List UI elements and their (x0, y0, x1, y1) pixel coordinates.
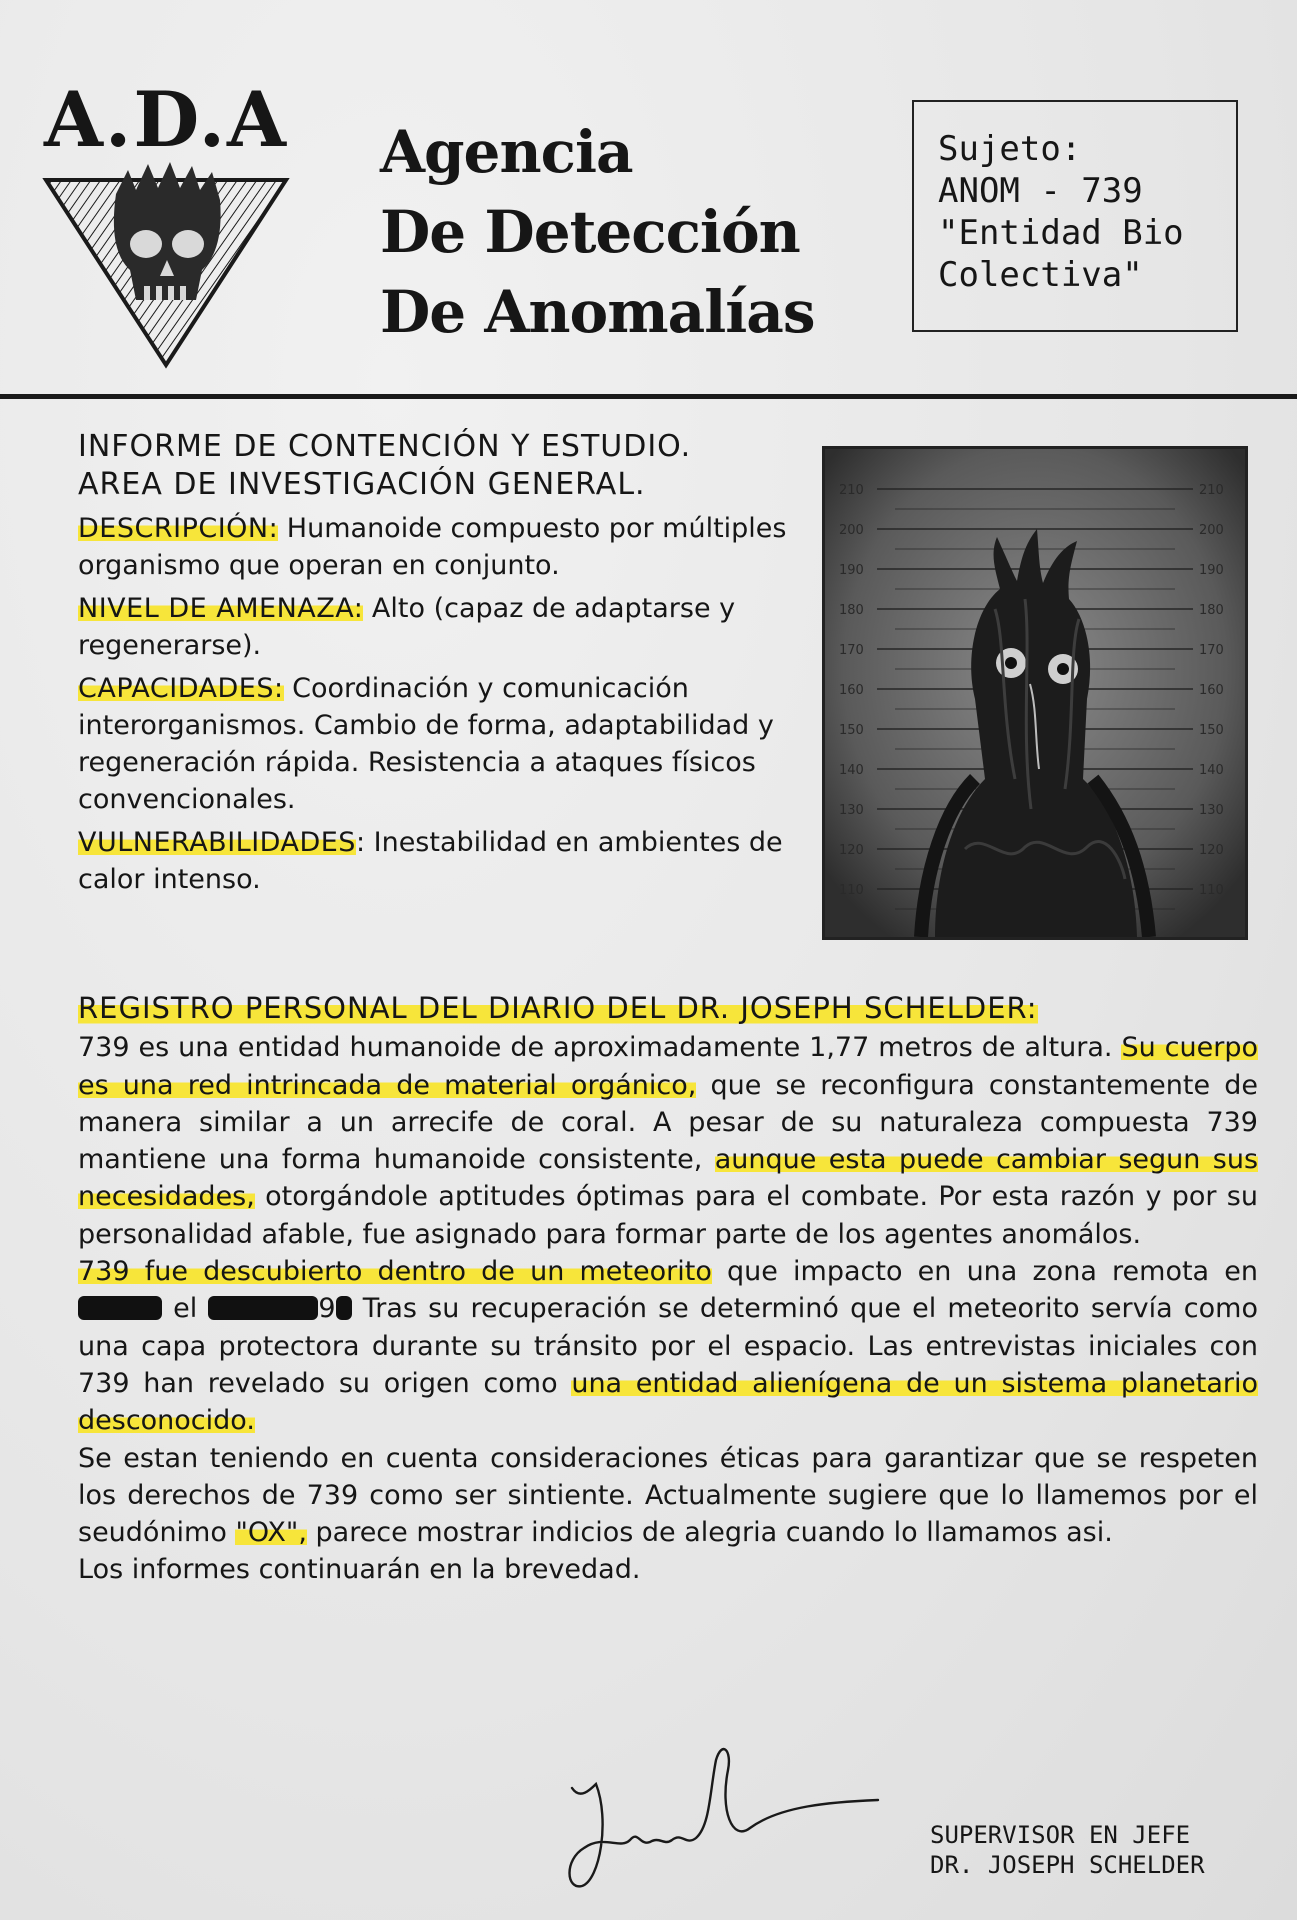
journal-highlight: "OX", (235, 1517, 307, 1549)
height-scale-label: 140 (1199, 763, 1224, 778)
supervisor-line: SUPERVISOR EN JEFE (930, 1821, 1191, 1849)
journal-paragraph (78, 1440, 1258, 1552)
redacted-date-end (336, 1296, 352, 1320)
journal-paragraph (78, 1253, 1258, 1439)
journal-highlight: aunque esta puede cambiar segun sus necesidades, (78, 1144, 1259, 1213)
supervisor-line: DR. JOSEPH SCHELDER (930, 1851, 1205, 1879)
subject-line: ANOM - 739 (938, 171, 1143, 211)
report-header-line: AREA DE INVESTIGACIÓN GENERAL. (78, 467, 646, 502)
journal-heading: REGISTRO PERSONAL DEL DIARIO DEL DR. JOSEPH SCHELDER: (78, 990, 1038, 1027)
field-text: Humanoide compuesto por múltiples organismo que operan en conjunto. (78, 513, 787, 581)
height-scale-label: 160 (839, 683, 864, 698)
height-scale-label: 180 (839, 603, 864, 618)
field-label: VULNERABILIDADES (78, 827, 356, 858)
journal-paragraph: Los informes continuarán en la brevedad. (78, 1554, 641, 1586)
height-scale-label: 140 (839, 763, 864, 778)
journal-text: que se reconfigura constantemente de manera similar a un arrecife de coral. A pesar de su naturaleza compuesta 739 mantiene una forma humanoide consistente, (78, 1069, 1258, 1176)
height-scale-label: 150 (839, 723, 864, 738)
handwritten-signature-icon (560, 1730, 890, 1900)
field-label: NIVEL DE AMENAZA: (78, 593, 364, 624)
height-scale-label: 200 (839, 523, 864, 538)
mugshot-photo (822, 446, 1248, 940)
height-scale-label: 190 (1199, 563, 1224, 578)
height-scale-label: 110 (839, 883, 864, 898)
height-scale-label: 190 (839, 563, 864, 578)
field-text: : Inestabilidad en ambientes de calor intenso. (78, 827, 783, 895)
subject-line: Colectiva" (938, 255, 1143, 295)
agency-title-line: De Anomalías (380, 278, 815, 346)
containment-report (78, 428, 798, 898)
subject-line: Sujeto: (938, 129, 1082, 169)
journal-text: Se estan teniendo en cuenta consideraciones éticas para garantizar que se respeten los derechos de 739 como ser sintiente. Actualmente sugiere que lo llamemos por el seudónimo (78, 1442, 1258, 1549)
journal-text: que impacto en una zona remota en (711, 1256, 1259, 1288)
skull-triangle-icon (36, 160, 296, 370)
agency-title-line: De Detección (380, 198, 800, 266)
height-scale-label: 130 (839, 803, 864, 818)
field-text: Coordinación y comunicación interorganismos. Cambio de forma, adaptabilidad y regeneración rápida. Resistencia a ataques físicos convencionales. (78, 673, 774, 815)
height-scale-label: 200 (1199, 523, 1224, 538)
agency-title-line: Agencia (380, 118, 633, 186)
field-capabilities (78, 670, 798, 818)
ada-logo (36, 75, 296, 378)
journal-text: 739 es una entidad humanoide de aproximadamente 1,77 metros de altura. (78, 1032, 1122, 1064)
header-divider (0, 394, 1297, 399)
height-scale-label: 120 (1199, 843, 1224, 858)
journal-paragraph (78, 1029, 1258, 1253)
logo-letters: A.D.A (43, 75, 289, 164)
journal-entry (78, 990, 1258, 1589)
height-scale-label: 210 (1199, 483, 1224, 498)
subject-box (912, 100, 1238, 332)
journal-text: el (162, 1293, 209, 1325)
journal-highlight: 739 fue descubierto dentro de un meteorito (78, 1256, 712, 1288)
height-scale-label: 170 (839, 643, 864, 658)
report-header-line: INFORME DE CONTENCIÓN Y ESTUDIO. (78, 429, 692, 464)
journal-text: otorgándole aptitudes óptimas para el combate. Por esta razón y por su personalidad afable, fue asignado para formar parte de los agentes anomálos. (78, 1181, 1258, 1250)
supervisor-block (930, 1820, 1205, 1880)
journal-highlight: Su cuerpo es una red intrincada de material orgánico, (78, 1032, 1258, 1101)
height-scale-label: 170 (1199, 643, 1224, 658)
field-text: Alto (capaz de adaptarse y regenerarse). (78, 593, 736, 661)
field-description (78, 510, 798, 584)
height-scale-label: 110 (1199, 883, 1224, 898)
agency-title (380, 112, 815, 352)
field-label: CAPACIDADES: (78, 673, 284, 704)
field-vulnerabilities (78, 824, 798, 898)
height-scale-label: 160 (1199, 683, 1224, 698)
redacted-date (208, 1296, 318, 1320)
journal-text: parece mostrar indicios de alegria cuando lo llamamos asi. (306, 1517, 1113, 1549)
date-fragment: 9 (318, 1293, 336, 1325)
journal-text: Tras su recuperación se determinó que el meteorito servía como una capa protectora durante su tránsito por el espacio. Las entrevistas iniciales con 739 han revelado su origen como (78, 1293, 1258, 1399)
height-scale-label: 210 (839, 483, 864, 498)
mugshot-illustration (825, 449, 1245, 937)
redacted-location (78, 1296, 162, 1320)
height-scale-label: 150 (1199, 723, 1224, 738)
height-scale-label: 130 (1199, 803, 1224, 818)
field-label: DESCRIPCIÓN: (78, 513, 279, 544)
journal-highlight: una entidad alienígena de un sistema planetario desconocido. (78, 1367, 1258, 1437)
field-threat-level (78, 590, 798, 664)
subject-line: "Entidad Bio (938, 213, 1184, 253)
height-scale-label: 180 (1199, 603, 1224, 618)
height-scale-label: 120 (839, 843, 864, 858)
